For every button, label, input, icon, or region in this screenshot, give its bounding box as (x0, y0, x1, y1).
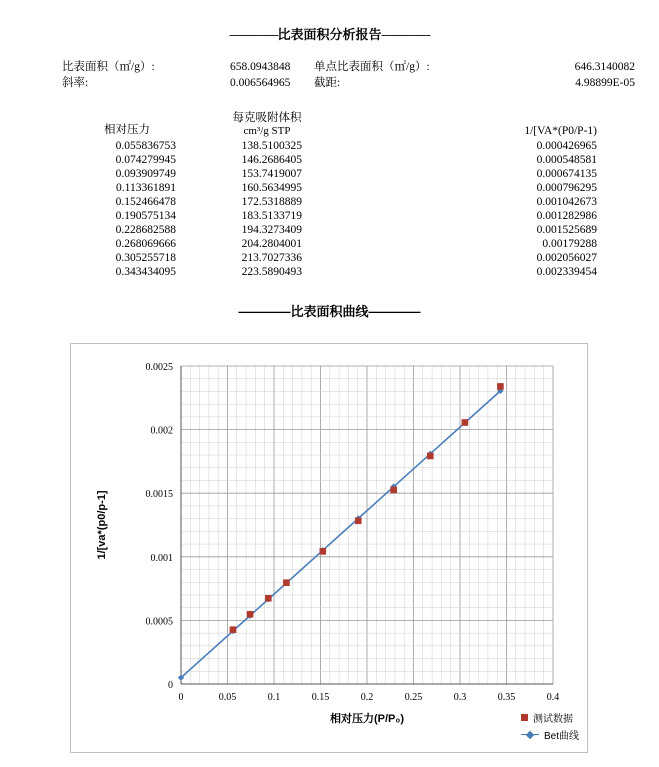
cell-bet-term: 0.001042673 (536, 196, 597, 208)
cell-bet-term: 0.000674135 (536, 168, 597, 180)
data-point-marker (247, 611, 254, 618)
summary-row (62, 59, 635, 75)
y-tick-label: 0.0005 (145, 616, 173, 628)
summary-label-slope: 斜率: (62, 77, 89, 89)
summary-value-intercept: 4.98899E-05 (575, 77, 635, 89)
y-tick-label: 0.002 (150, 425, 173, 437)
cell-bet-term: 0.002339454 (536, 266, 597, 278)
data-point-marker (462, 419, 469, 426)
cell-volume: 138.5100325 (241, 140, 302, 152)
cell-volume: 160.5634995 (241, 182, 302, 194)
cell-volume: 146.2686405 (241, 154, 302, 166)
legend-label-data: 测试数据 (532, 714, 573, 725)
bet-line (181, 391, 500, 678)
x-tick-label: 0.25 (404, 692, 423, 703)
summary-row (62, 75, 635, 91)
data-point-marker (355, 518, 362, 525)
cell-relative-pressure: 0.152466478 (115, 196, 176, 208)
cell-bet-term: 0.001525689 (536, 224, 597, 236)
table-row (62, 153, 605, 167)
cell-volume: 204.2804001 (241, 238, 302, 250)
chart-title-dash-left: ———— (238, 304, 291, 319)
table-row (62, 195, 605, 209)
title-dash-left: ———— (229, 27, 278, 42)
cell-volume: 194.3273409 (241, 224, 302, 236)
x-tick-label: 0.05 (218, 692, 237, 703)
data-point-marker (265, 595, 272, 602)
y-tick-label: 0.001 (150, 552, 173, 564)
cell-bet-term: 0.000426965 (536, 140, 597, 152)
legend-label-bet: Bet曲线 (543, 731, 579, 742)
table-row (62, 251, 605, 265)
cell-bet-term: 0.002056027 (536, 252, 597, 264)
y-tick-label: 0 (168, 680, 173, 691)
y-axis-title: 1/[va*(p0/p-1] (96, 490, 108, 560)
table-header-bet-term: 1/[VA*(P0/P-1) (524, 125, 597, 137)
table-row (62, 223, 605, 237)
line-marker-icon (521, 734, 539, 735)
legend-item-bet (521, 727, 579, 742)
cell-relative-pressure: 0.190575134 (115, 210, 176, 222)
cell-relative-pressure: 0.343434095 (115, 266, 176, 278)
cell-volume: 183.5133719 (241, 210, 302, 222)
cell-bet-term: 0.000796295 (536, 182, 597, 194)
summary-label-intercept: 截距: (314, 77, 341, 89)
bet-chart (70, 343, 588, 753)
table-row (62, 139, 605, 153)
report-container (0, 0, 659, 320)
cell-relative-pressure: 0.305255718 (115, 252, 176, 264)
cell-bet-term: 0.001282986 (536, 210, 597, 222)
data-point-marker (283, 579, 290, 586)
square-marker-icon (521, 714, 528, 721)
cell-bet-term: 0.000548581 (536, 154, 597, 166)
table-row (62, 181, 605, 195)
chart-legend (521, 708, 579, 744)
x-tick-label: 0 (178, 692, 184, 703)
title-dash-right: ———— (381, 27, 430, 42)
cell-relative-pressure: 0.113361891 (116, 182, 176, 194)
x-tick-label: 0.35 (497, 692, 516, 703)
data-point-marker (230, 626, 237, 633)
summary-value-single-point: 646.3140082 (574, 61, 635, 73)
cell-relative-pressure: 0.228682588 (115, 224, 176, 236)
y-tick-label: 0.0015 (145, 489, 173, 501)
data-table (62, 109, 605, 279)
table-body (62, 139, 605, 279)
chart-canvas (71, 344, 587, 752)
x-tick-label: 0.15 (311, 692, 330, 703)
x-axis-title: 相对压力(P/P₀) (329, 713, 405, 725)
summary-block (0, 59, 659, 91)
summary-label-surface-area: 比表面积（㎡/g）: (62, 61, 155, 73)
cell-relative-pressure: 0.093909749 (115, 168, 176, 180)
table-row (62, 265, 605, 279)
chart-title-dash-right: ———— (368, 304, 421, 319)
x-tick-label: 0.3 (453, 692, 467, 703)
legend-item-data (521, 710, 579, 725)
table-header-volume (192, 109, 342, 139)
x-tick-label: 0.4 (546, 692, 560, 703)
chart-title-text: 比表面积曲线 (290, 304, 369, 319)
cell-relative-pressure: 0.055836753 (115, 140, 176, 152)
summary-label-single-point: 单点比表面积（㎡/g）: (314, 61, 430, 73)
cell-bet-term: 0.00179288 (542, 238, 597, 250)
data-point-marker (497, 383, 504, 390)
summary-value-surface-area: 658.0943848 (230, 61, 291, 73)
cell-volume: 213.7027336 (241, 252, 302, 264)
data-point-marker (319, 548, 326, 555)
cell-relative-pressure: 0.074279945 (115, 154, 176, 166)
cell-volume: 223.5890493 (241, 266, 302, 278)
table-row (62, 237, 605, 251)
x-tick-label: 0.2 (360, 692, 374, 703)
table-header-relative-pressure: 相对压力 (104, 124, 150, 136)
cell-volume: 153.7419007 (241, 168, 302, 180)
x-tick-label: 0.1 (267, 692, 281, 703)
y-tick-label: 0.0025 (145, 362, 173, 373)
table-header-row (62, 109, 605, 139)
data-point-marker (390, 487, 397, 494)
chart-section-title (0, 301, 659, 320)
data-point-marker (427, 453, 434, 460)
page-title (0, 24, 659, 43)
table-row (62, 209, 605, 223)
cell-relative-pressure: 0.268069666 (115, 238, 176, 250)
table-row (62, 167, 605, 181)
title-text: 比表面积分析报告 (277, 27, 382, 42)
summary-value-slope: 0.006564965 (230, 77, 291, 89)
table-header-volume-main: 每克吸附体积 (232, 112, 302, 124)
cell-volume: 172.5318889 (241, 196, 302, 208)
table-header-volume-unit: cm³/g STP (243, 125, 291, 137)
